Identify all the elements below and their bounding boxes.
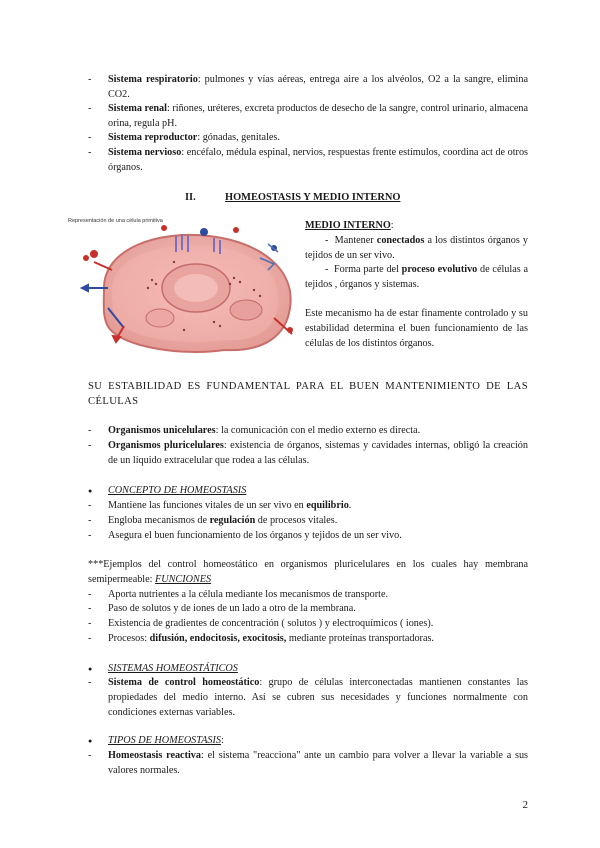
ejemplos-paragraph: ***Ejemplos del control homeostático en organismos pluricelulares en los cuales hay membrana semipermeable: FUNCIONES <box>88 559 528 585</box>
organismos-pluricelulares: Organismos pluricelulares: existencia de órganos, sistemas y cavidades internas, obligó la creación de un líquido extracelular que rodea a las células. <box>108 440 528 466</box>
sistemas-heading: SISTEMAS HOMEOSTÁTICOS <box>108 663 238 674</box>
bullet-dash <box>88 587 98 602</box>
homeostasis-reactiva: Homeostasis reactiva: el sistema "reacciona" ante un cambio para volver a llevar la variable a sus valores normales. <box>108 750 529 776</box>
system-nervioso: Sistema nervioso: encéfalo, médula espinal, nervios, respuestas frente estímulos, coordina act de otros órganos. <box>108 147 528 173</box>
concepto-heading: CONCEPTO DE HOMEOSTASIS <box>108 485 247 496</box>
bullet-dash <box>88 528 98 543</box>
bullet-dash <box>88 423 98 438</box>
bullet-dot <box>88 483 98 499</box>
medio-interno-item-1: - Mantener conectados a los distintos órganos y tejidos de un ser vivo. <box>305 235 529 261</box>
sistema-control: Sistema de control homeostático: grupo de células interconectadas mantienen constantes las propiedades del medio interno. Así se cubren sus necesidades y funciones normalmente con condiciones externas variables. <box>108 677 528 718</box>
funcion-2: Paso de solutos y de iones de un lado a otro de la membrana. <box>108 603 356 614</box>
bullet-dash <box>88 130 98 145</box>
figure-caption: Representación de una célula primitiva <box>68 218 163 224</box>
system-renal: Sistema renal: riñones, uréteres, excreta productos de desecho de la sangre, control urinario, almacena orina, regula pH. <box>108 103 529 129</box>
page-number: 2 <box>522 799 528 811</box>
medio-interno-title: MEDIO INTERNO: <box>305 220 394 231</box>
funcion-1: Aporta nutrientes a la célula mediante los mecanismos de transporte. <box>108 589 389 600</box>
bullet-dash <box>88 601 98 616</box>
tipos-heading: TIPOS DE HOMEOSTASIS: <box>108 735 224 746</box>
bullet-dash <box>88 616 98 631</box>
stability-heading: SU ESTABILIDAD ES FUNDAMENTAL PARA EL BUEN MANTENIMIENTO DE LAS CÉLULAS <box>88 381 528 407</box>
bullet-dash <box>88 748 98 763</box>
bullet-dash <box>88 145 98 160</box>
concepto-item-1: Mantiene las funciones vitales de un ser vivo en equilibrio. <box>108 500 352 511</box>
concepto-item-3: Asegura el buen funcionamiento de los órganos y tejidos de un ser vivo. <box>108 530 402 541</box>
system-reproductor: Sistema reproductor: gónadas, genitales. <box>108 132 280 143</box>
bullet-dash <box>88 513 98 528</box>
cell-figure <box>64 218 298 358</box>
system-respiratorio: Sistema respiratorio: pulmones y vías aéreas, entrega aire a los alvéolos, O2 a la sangre, elimina CO2. <box>108 74 528 100</box>
medio-interno-item-2: - Forma parte del proceso evolutivo de células a tejidos , órganos y sistemas. <box>305 264 528 290</box>
bullet-dash <box>88 438 98 453</box>
bullet-dash <box>88 498 98 513</box>
bullet-dash <box>88 675 98 690</box>
cell-illustration <box>64 218 298 358</box>
bullet-dot <box>88 733 98 749</box>
bullet-dash <box>88 101 98 116</box>
bullet-dash <box>88 631 98 646</box>
funcion-4: Procesos: difusión, endocitosis, exocitosis, mediante proteínas transportadoras. <box>108 633 434 644</box>
concepto-item-2: Engloba mecanismos de regulación de procesos vitales. <box>108 515 338 526</box>
section-heading: II. HOMEOSTASIS Y MEDIO INTERNO <box>185 192 401 203</box>
medio-interno-paragraph: Este mecanismo ha de estar finamente controlado y su estabilidad determina el buen funcionamiento de las células de los distintos órganos. <box>305 308 528 349</box>
bullet-dash <box>88 72 98 87</box>
organismos-unicelulares: Organismos unicelulares: la comunicación con el medio externo es directa. <box>108 425 421 436</box>
funcion-3: Existencia de gradientes de concentración ( solutos ) y electroquímicos ( iones). <box>108 618 434 629</box>
